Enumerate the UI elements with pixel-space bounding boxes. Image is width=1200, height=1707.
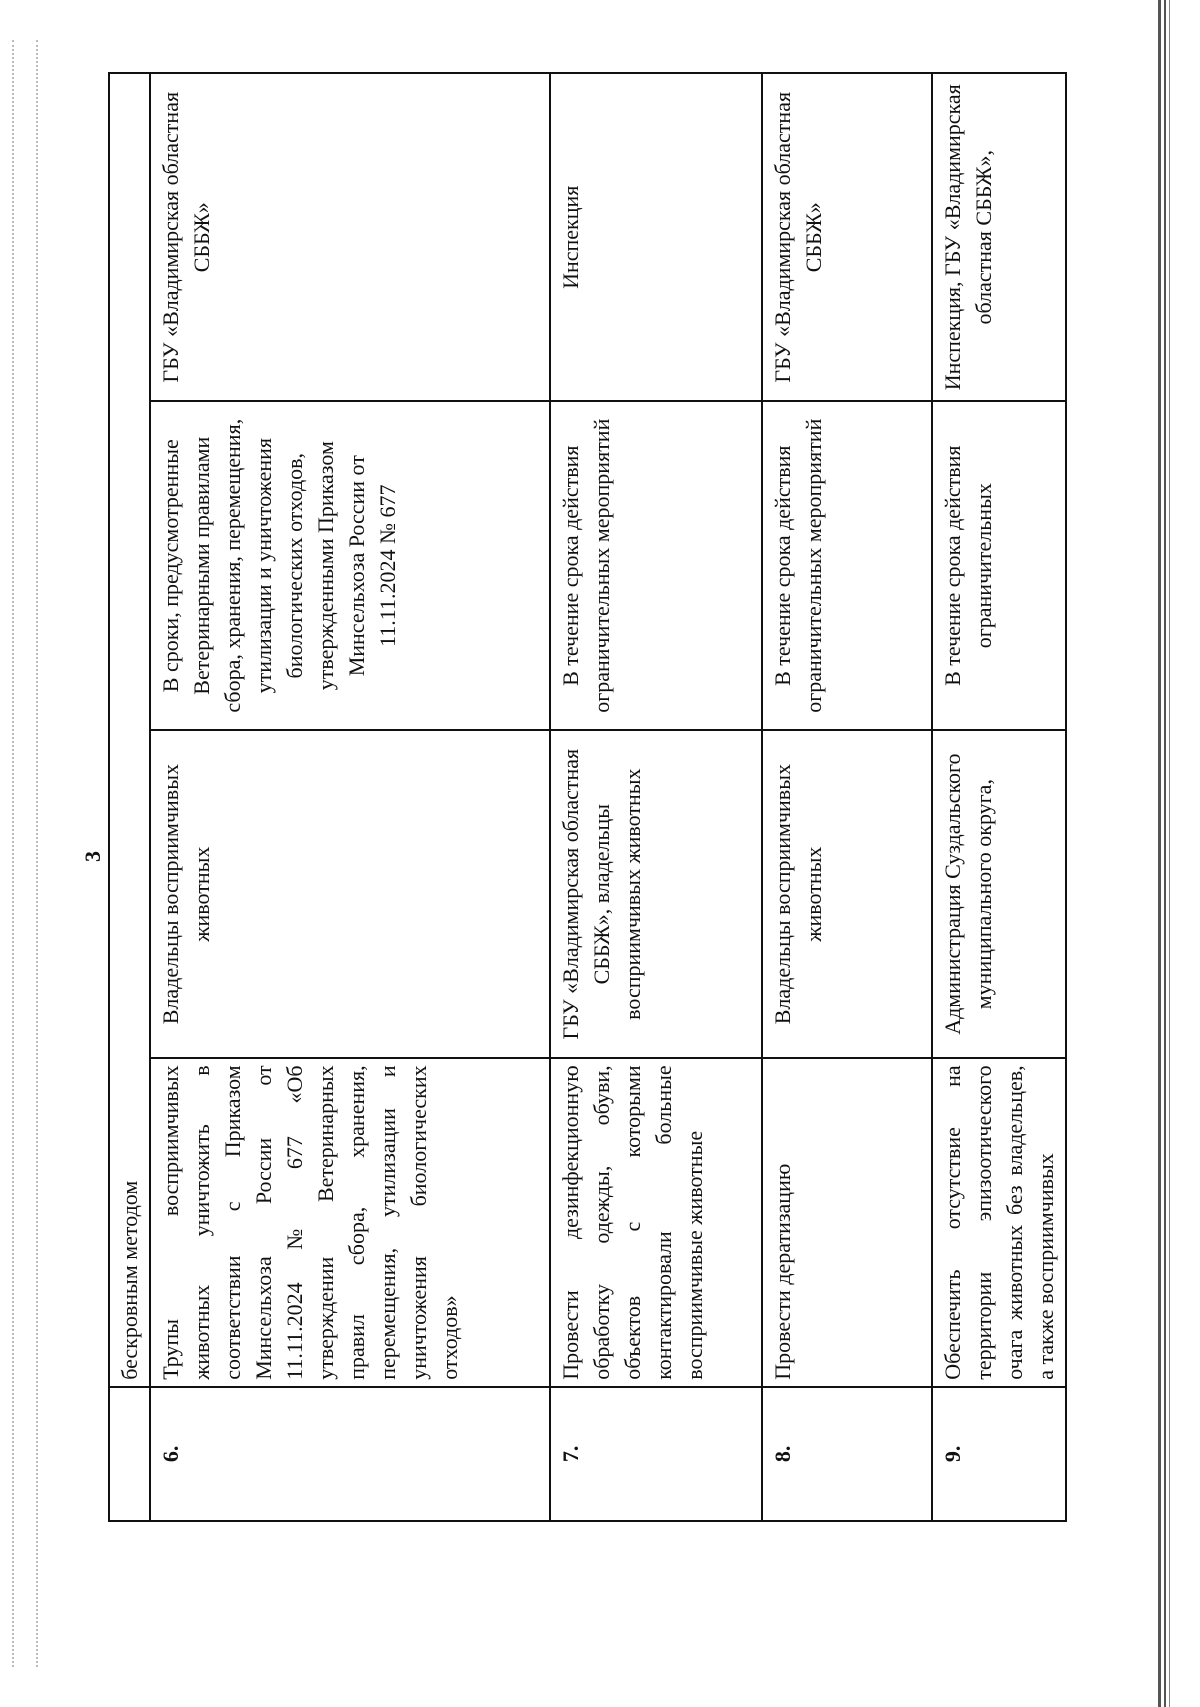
row-number: 7. [550, 1387, 762, 1521]
term-cell: В течение срока действия ограничительных мероприятий [762, 401, 932, 729]
task-cell: Провести дератизацию [762, 1058, 932, 1386]
executor-cell: ГБУ «Владимирская областная СББЖ», владельцы восприимчивых животных [550, 730, 762, 1058]
term-cell: В течение срока действия ограничительных [932, 401, 1066, 729]
table-row [109, 73, 150, 1521]
table-row [550, 73, 762, 1521]
table-row [150, 73, 550, 1521]
table-row [762, 73, 932, 1521]
task-cell: Трупы восприимчивых животных уничтожить в соответствии с Приказом Минсельхоза России от 11.11.2024 № 677 «Об утверждении Ветеринарных правил сбора, хранения, перемещения, утилизации и уничтожения биологических отходов» [150, 1058, 550, 1386]
task-cell: Обеспечить отсутствие на территории эпизоотического очага животных без владельцев, а также восприимчивых [932, 1058, 1066, 1386]
executor-cell: Владельцы восприимчивых животных [762, 730, 932, 1058]
responsible-cell: ГБУ «Владимирская областная СББЖ» [150, 73, 550, 401]
row-number [109, 1387, 150, 1521]
measures-table [108, 72, 1063, 1522]
scan-edge-line [1169, 0, 1170, 1707]
executor-cell: Администрация Суздальского муниципального округа, [932, 730, 1066, 1058]
page-number: 3 [80, 851, 105, 862]
table-row [932, 73, 1066, 1521]
row-number: 8. [762, 1387, 932, 1521]
responsible-cell: Инспекция [550, 73, 762, 401]
scan-edge-line [1164, 0, 1166, 1707]
row-number: 6. [150, 1387, 550, 1521]
row-number: 9. [932, 1387, 1066, 1521]
scan-noise [12, 40, 14, 1667]
responsible-cell: Инспекция, ГБУ «Владимирская областная СББЖ», [932, 73, 1066, 401]
task-cell: Провести дезинфекционную обработку одежды, обуви, объектов с которыми контактировали больные восприимчивые животные [550, 1058, 762, 1386]
scan-edge-line [1158, 0, 1161, 1707]
responsible-cell: ГБУ «Владимирская областная СББЖ» [762, 73, 932, 401]
scan-noise [36, 40, 38, 1667]
executor-cell: Владельцы восприимчивых животных [150, 730, 550, 1058]
term-cell: В сроки, предусмотренные Ветеринарными правилами сбора, хранения, перемещения, утилизации и уничтожения биологических отходов, утвержденными Приказом Минсельхоза России от 11.11.2024 № 677 [150, 401, 550, 729]
task-cell: бескровным методом [109, 73, 150, 1387]
term-cell: В течение срока действия ограничительных мероприятий [550, 401, 762, 729]
